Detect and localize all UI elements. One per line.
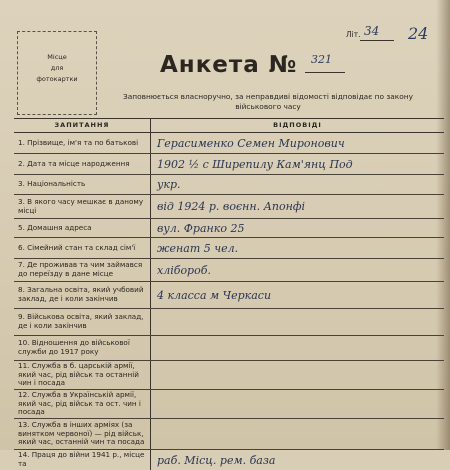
table-row (14, 175, 444, 195)
header-questions: ЗАПИТАННЯ (14, 119, 151, 132)
lit-value: 34 (364, 24, 380, 38)
table-row (14, 282, 444, 309)
row-answer[interactable]: раб. Місц. рем. база (157, 453, 276, 467)
table-header (14, 119, 444, 133)
table-row (14, 419, 444, 450)
row-answer[interactable]: хлібороб. (157, 263, 211, 277)
row-answer[interactable]: укр. (157, 178, 181, 191)
row-answer[interactable]: від 1924 р. воєнн. Апонфі (157, 200, 305, 213)
questionnaire-number: 321 (311, 53, 332, 66)
photo-label-line3: фотокартки (36, 75, 78, 83)
table-row (14, 133, 444, 154)
photo-label-line2: для (50, 64, 64, 72)
page-title: Анкета № (160, 52, 298, 78)
row-question: 14. Праця до війни 1941 р., місце та (14, 450, 151, 470)
header-answers: ВІДПОВІДІ (273, 121, 322, 129)
lit-underline (360, 40, 394, 41)
table-row (14, 361, 444, 390)
row-question: 3. В якого часу мешкає в даному місці (14, 195, 151, 218)
table-row (14, 195, 444, 219)
row-answer[interactable] (151, 336, 444, 360)
row-question: 12. Служба в Українській армії, який час, рід військ та ост. чин і посада (14, 390, 151, 418)
photo-placeholder (17, 31, 97, 115)
photo-label-line1: Місце (47, 53, 67, 61)
page-number: 24 (408, 24, 429, 43)
table-row (14, 219, 444, 238)
page-subtitle: Заповнюється власноручно, за неправдиві відомості відповідає по закону військового часу (123, 92, 413, 111)
table-row (14, 154, 444, 175)
row-question: 5. Домашня адреса (14, 219, 151, 237)
row-question: 11. Служба в б. царській армії, який час, рід військ та останній чин і посада (14, 361, 151, 389)
row-answer[interactable] (151, 390, 444, 418)
row-question: 13. Служба в інших арміях (за винятком червоної) — рід військ, який час, останній чин та посада (14, 419, 151, 449)
row-answer[interactable] (151, 309, 444, 335)
row-question: 7. Де проживав та чим займався до переїзду в дане місце (14, 259, 151, 281)
row-answer[interactable] (151, 419, 444, 449)
row-question: 1. Прізвище, ім'я та по батькові (14, 133, 151, 153)
row-question: 9. Військова освіта, який заклад, де і коли закінчив (14, 309, 151, 335)
row-question: 6. Сімейний стан та склад сім'ї (14, 238, 151, 258)
row-answer[interactable]: женат 5 чел. (157, 241, 239, 255)
table-row (14, 336, 444, 361)
table-row (14, 259, 444, 282)
number-underline (305, 72, 345, 73)
row-question: 8. Загальна освіта, який учбовий заклад, де і коли закінчив (14, 282, 151, 308)
table-row (14, 238, 444, 259)
row-question: 10. Відношення до військової служби до 1917 року (14, 336, 151, 360)
questionnaire-table (14, 118, 444, 470)
table-row (14, 450, 444, 470)
row-question: 3. Національність (14, 175, 151, 194)
row-answer[interactable] (151, 361, 444, 389)
row-answer[interactable]: вул. Франко 25 (157, 221, 245, 235)
table-row (14, 390, 444, 419)
lit-label: Літ. (346, 30, 361, 39)
row-answer[interactable]: 1902 ½ с Ширепилу Кам'янц Под (157, 157, 353, 171)
row-question: 2. Дата та місце народження (14, 154, 151, 174)
row-answer[interactable]: 4 класса м Черкаси (157, 288, 272, 302)
table-row (14, 309, 444, 336)
row-answer[interactable]: Герасименко Семен Миронович (157, 136, 345, 150)
